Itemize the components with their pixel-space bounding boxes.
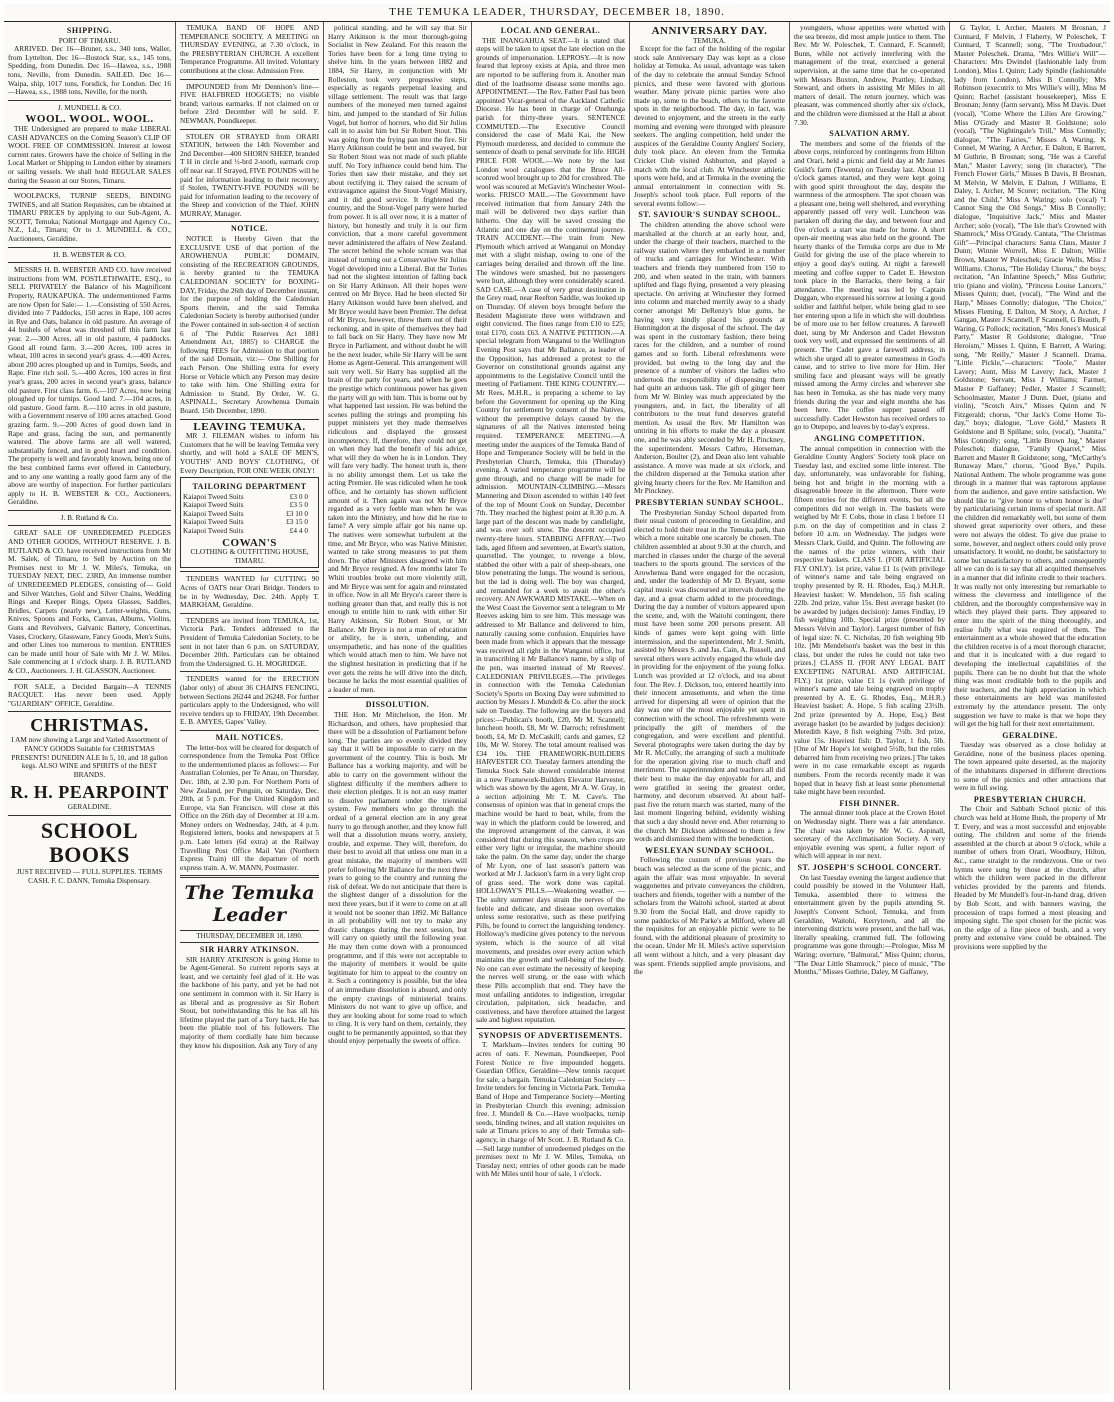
tailoring-item-name: Kaiapoi Tweed Suits bbox=[183, 508, 244, 518]
anniversary-text: Except for the fact of the holding of the regular stock sale Anniversary Day was kept as a close holiday at Temuka. As usual, advantage was taken of the day to celebrate the annual Sunday School picnics, and these were favored with glorious weather. Many private picnic parties were also made up, some to the beach, others to the favorite spots in the neighborhood. The day, in fact, was devoted to enjoyment, and the streets in the early morning and evening were thronged with pleasure seekers. The angling competition, held under the auspices of the Geraldine County Anglers' Society, duly took place. An eleven from the Temuka Cricket Club visited Ashburton, and played a match with the local club. At Winchester athletic sports were held, and at Temuka in the evening the annual entertainment in connection with St. Joseph's school took place. Full reports of the several events follow:— bbox=[634, 44, 785, 208]
cowan-subheading: CLOTHING & OUTFITTING HOUSE, TIMARU. bbox=[190, 547, 309, 565]
presbyterian-school-heading: PRESBYTERIAN SUNDAY SCHOOL. bbox=[635, 498, 784, 508]
cowan-heading: COWAN'S bbox=[222, 536, 277, 549]
tailoring-item-price: £4 4 0 bbox=[289, 526, 308, 536]
christmas-heading: CHRISTMAS. bbox=[30, 715, 149, 736]
notice-text: NOTICE is Hereby Given that the EXCLUSIVE USE of that portion of the AROWHENUA PUBLIC DOMAIN, consisting of the RECREATION GROUNDS, is hereby granted to the TEMUKA CALEDONIAN SOCIETY for BOXING-DAY, Friday, the 26th day of December instant, for the purpose of holding the Caledonian Sports therein, and the said Temuka Caledonian Society is hereby authorised (under the Power contained in sub-section 4 of section 6 of 'The Public Reserves Act 1881 Amendment Act, 1885') to CHARGE the following FEES for Admission to that portion of the said Domain, viz:— One Shilling for each Person. One Shilling extra for every Horse or Vehicle which any Person may desire to take with him. One Shilling extra for Admission to Stand. By Order, W. G. ASPINALL, Secretary Arowhenua Domain Board. 15th December, 1890. bbox=[180, 234, 319, 415]
paper-dateline: THURSDAY, DECEMBER 18, 1890. bbox=[180, 930, 319, 943]
salvation-army-heading: SALVATION ARMY. bbox=[829, 129, 910, 139]
christmas-text: I AM now showing a Large and Varied Assortment of FANCY GOODS Suitable for CHRISTMAS PRESENTS! DUNEDIN ALE In 5, 10, and 18 gallon kegs. ALSO WINE and SPIRITS of the BEST BRANDS. bbox=[11, 735, 168, 779]
dissolution-text: THE Hon. Mr Mitchelson, the Hon. Mr Richardson, and others, have prophesied that there will be a dissolution of Parliament before long. The parties are so evenly divided they say that it will be impossible to carry on the government of the country. This is bosh. Mr Ballance has a working majority, and will be able to carry on the government without the slightest difficulty if the members adhere to their election pledges. It is not an easy matter to dissolve parliament under the triennial system. Few members who go through the ordeal of a general election are in any great hurry to go through another, and they know full well that a dissolution means worry, anxiety, trouble, and expense. They will, therefore, do their best to avoid all that unless one man in a great mistake, the majority of members will prefer following Mr Ballance for the next three years to going to the country and running the risk of defeat. We do not anticipate that there is the slightest danger of a dissolution for the next three years, but if it were to come on at all it would not be sooner than 1892. Mr Ballance in all probability will not try to make any drastic changes during the next session, but will carry on quietly until the following year. He may then come down with a pronounced programme, and if this were not acceptable to the majority of members it would be quite legitimate for him to appeal to the country on it. Such a contingency is possible, but the idea of an immediate dissolution is absurd, and only the empty cravings of ministerial brains. Ministers do not want to give up office, and they are looking about for some road to which to cling. It is very hard on them, certainly, they ought to be permanently appointed, so that they should enjoy perpetually the sweets of office. bbox=[328, 709, 468, 1046]
presbyterian-school-text: The Presbyterian Sunday School departed from their usual custom of proceeding to Geraldine, and elected to hold their treat in the Temuka park, than which a more suitable one scarcely be chosen. The children assembled at about 9.30 at the church, and marched in classes under the charge of the several teachers to the sports ground. The services of the Arowhenua Band were engaged for the occasion, and, under the leadership of Mr D. Bryant, some capital music was discoursed at intervals during the day, and a great charm added to the proceedings. During the day a number of visitors appeared upon the scene, and, with the Waitohi contingent, there must have been some 200 persons present. All kinds of games were kept going with little intermission, and the superintendent, Mr J. Smith, assisted by Messrs S. and Jas. Cain, A. Russell, and several others were actively engaged the whole day in providing for the enjoyment of the young folks. Lunch was provided at 12 o'clock, and tea about four. The Rev. J. Dickson, too, entered heartily into their innocent amusements, and when the time arrived for dispersing all were of opinion that the day was one of the most enjoyable yet spent in connection with the school. The refreshments were principally the gift of members of the congregation, and were excellent and plentiful. Several photographs were taken during the day by Mr R. McCully, the arranging of such a multitude for the operation giving rise to much chaff and merriment. The superintendent and teachers all did their best to make the day enjoyable for all, and were gratified in seeing the greatest order, harmony, and decorum observed. At about half-past five the return march was started, many of the last moment lingering behind, evidently wishing that such a day should never end. After returning to the church Mr Dickson addressed to them a few words and dismissed them with the benediction. bbox=[634, 507, 785, 844]
webster-text: MESSRS H. B. WEBSTER AND CO. have received instructions from WM. POSTLETHWAITE, ESQ., to SELL PRIVATELY the Balance of his Magnificent Property, RAUKAPUKA. The undermentioned Farms are now Open for Sale:— 1.—Consisting of 550 Acres, divided into 7 Paddocks, 150 acres in Rape, 100 acres in Rye and Oats, balance in old pasture. An average of 44 bushels of wheat was threshed off this farm last year. 2.—300 Acres, all in old pasture, 4 paddocks. Good all round farm. 3.—200 Acres, 100 acres in wheat, 100 acres in second year's grass. 4.—400 Acres, about 200 acres ploughed up and in Turnips, Seeds, and Rape. Fine rich soil. 5.—400 Acres, 100 acres in first year's grass, 200 acres in second year's grass, balance old pasture. First class farm. 6.—107 Acres, now being ploughed up for turnips. Good land. 7.—104 acres, in old pasture. Good farm. 8.—110 acres in old pasture, with a Government reserve of 100 acres attached. Good grazing farm. 9.—200 Acres of good down land in Rape and grass, facing the sun, and permanently watered. The above farms are all well watered, substantially fenced, and in good heart and condition. The property is well and favorably known, being one of the best combined farms ever offered in Canterbury, and to any one wanting a really good farm any of the above are worthy of inspection. For further particulars apply to H. B. WEBSTER & CO., Auctioneers, Geraldine. bbox=[8, 265, 171, 507]
band-of-hope-text: TEMUKA BAND OF HOPE AND TEMPERANCE SOCIETY. A MEETING on THURSDAY EVENING, at 7.30 o'clock, in the PRESBYTERIAN CHURCH. A excellent Temperance Programme. All invited. Voluntary contributions at the close. Admission Free. bbox=[180, 23, 319, 75]
school-books-text: JUST RECEIVED — FULL SUPPLIES. TERMS CASH. F. C. DANN, Temuka Dispensary. bbox=[16, 866, 163, 885]
woolpacks-text: WOOLPACKS, TURNIP SEEDS, BINDING TWINES, and all Station Requisites, can be obtained at TIMARU PRICES by applying to our Sub-Agent, A. SCOTT, Temuka; National Mortgage and Agency Co., N.Z., Ld., Timaru; Or to J. MUNDELL & CO., Auctioneers, Geraldine. bbox=[8, 191, 171, 244]
masthead: THE TEMUKA LEADER, THURSDAY, DECEMBER 18, 1890. bbox=[4, 4, 1110, 22]
column-5 bbox=[630, 22, 790, 1390]
geraldine-heading: GERALDINE. bbox=[1002, 730, 1058, 740]
fish-dinner-text: The annual dinner took place at the Crown Hotel on Wednesday night. There was a fair attendance. The chair was taken by Mr W. G. Aspinall, secretary of the Acclimatisation Society. A very enjoyable evening was spent, a fuller report of which will appear in our next. bbox=[794, 808, 945, 861]
tailoring-item-name: Kaiapoi Tweed Suits bbox=[183, 500, 244, 510]
angling-text: The annual competition in connection with the Geraldine County Anglers' Society took place on Tuesday last, and excited some little interest. The day, unfortunately, was unfavorable for fishing, being hot and bright in the morning with a disagreeable breeze in the afternoon. There were fifteen entries for the different events, but all the competitors did not weigh in. The baskets were weighed by Mr F. Cobs, those in class 1 before 11 p.m. on the day of competition and in class 2 before 10 a.m. on Wednesday. The judges were Messrs Clark, Guild, and Quinn. The following are the names of the prize winners, with their respective baskets. CLASS I. (FOR ARTIFICIAL FLY ONLY). 1st prize, value £1 1s (with privilege of winner's name and tale being engraved on trophy presented by R. H. Rhodes, Esq.) M.H.R. Heaviest basket: W. Mendelson, 55 fish scaling 22lb. 2nd prize, value 15s. Best average basket (to be awarded by judges decision): James Findlay, 19 fish weighing 10lb. Special prize (presented by Messrs Velvin and Taylor). Largest number of fish of legal size: N. C. Nicholas, 20 fish weighing 9lb 10z. [Mr Mendelson's basket was the best in this class, but under the rules he could not take two prizes.] CLASS II. (FOR ANY LEGAL BAIT EXCEPTING NATURAL AND ARTIFICIAL FLY.) 1st prize, value £1 1s (with privilege of winner's name and tale being engraved on trophy presented by A. E. G. Rhodes, Esq., M.H.R.) Heaviest basket: A. Hope, 5 fish scaling 23½lb. 2nd prize (presented by A. Hope, Esq.) Best average basket (to be awarded by judges decision): Meredith Kaye, 8 fish weighing 7½lb. 3rd prize, value 15s. Heaviest fish: D. Taylor, 1 fish, 5lb. [One of Mr Hope's lot weighed 5½lb, but the rules debarred him from receiving two prizes.] The takes were in no case remarkable except as regards numbers. From the records recently made it was hoped that in heavy fish at least some phenomenal take might have been recorded. bbox=[794, 443, 945, 797]
synopsis-heading: SYNOPSIS OF ADVERTISEMENTS. bbox=[478, 1030, 623, 1040]
tailoring-item-name: Kaiapoi Tweed Suits bbox=[183, 491, 244, 501]
anniversary-subheading: TEMUKA. bbox=[692, 35, 727, 45]
st-josephs-heading: ST. JOSEPH'S SCHOOL CONCERT. bbox=[797, 863, 942, 872]
rutland-heading: J. B. Rutland & Co. bbox=[60, 512, 119, 522]
pearpoint-name: R. H. PEARPOINT bbox=[10, 782, 169, 803]
tailoring-item bbox=[183, 527, 316, 536]
atkinson-continued-text: political standing, and he will say that Sir Harry Atkinson is the most thorough-going Socialist in New Zealand. For this reason the Tories have been for a long time trying to shelve him. In the years between 1882 and 1884, Sir Harry, in conjunction with Mr Rolleston, took very progressive steps, especially as regards perpetual leasing and village settlement. The result was that large numbers of the moneyed men turned against him, and jumped to the standard of Sir Julius Vogel, but horror of horrors, who did Sir Julius call in to assist him but Sir Robert Stout. This was going from the frying pan into the fire. Sir Harry Atkinson could be bent and swayed, but Sir Robert Stout was not made of such pliable stuff. No Tory influence could bend him. The Tories then saw their mistake, and they set about rectifying it. They raised the scream of extravagance against the Stout-Vogel Ministry, and it did good service. It frightened the country, and the Stout-Vogel party were hurled from power. It is all over now, it is a matter of history, but honestly and truly it is our firm conviction, that a more careful government never administered the affairs of New Zealand. The secret behind the whole scream was that instead of turning out a Conservative Sir Julius Vogel developed into a Liberal. But the Tories had not the slightest intention of falling back on Sir Harry Atkinson. All their hopes were centred on Mr Bryce. Had he been elected Sir Harry Atkinson would have been shelved, and Mr Bryce would have been Premier. The defeat of Mr Bryce, however, threw them out of their reckoning, and in spite of themselves they had to fall back on Sir Harry. They have now Mr Bryce in Parliament, and without doubt he will be the next leader, while Sir Harry will be sent Home as Agent-General. This arrangement will suit very well. Sir Harry has supplied all the brain of the party for years, and when he goes the prestige which continuous power has given the party will go with him. This is borne out by what happened last session. He was behind the scenes pulling the strings and prompting his puppet ministers yet they made themselves ridiculous and displayed the grossest incompetency. If, therefore, they could not get on when they had the benefit of his advice, what will they do when he is in London. They will fare very badly. The honest truth is, there is no ability amongst them. Let us take the acting Premier. He was ridiculed when he took office, and he certainly has shown sufficient amount of it. Then again was not Mr Bryce regarded as a very feeble man when he was taken into the Ministry, and how did he rise to fame? A very simple affair got his name up. The natives were somewhat turbulent at the time, and Mr Bryce, who was Native Minister, wanted to take strong measures to put them down. The other Ministers disagreed with him and Mr Bryce resigned. A few months later Te Whiti troubles broke out more violently still, and Mr Bryce was sent for again and reinstated in office. Now in all Mr Bryce's career there is nothing greater than that, and really this is not enough to entitle him to rank with either Sir Harry Atkinson, Sir Robert Stout, or Mr Ballance. Mr Bryce is not a man of education or ability, he is stern, unbending, and unsympathetic, and has none of the qualities which would attach men to him. We have not the slightest hesitation in predicting that if he ever gets the reins he will drive into the ditch, because he lacks the most essential qualities of a leader of men. bbox=[328, 23, 467, 694]
local-general-heading: LOCAL AND GENERAL. bbox=[500, 26, 601, 35]
local-general-text: THE INANGAHUA SEAT.—It is stated that steps will be taken to upset the late election on the grounds of impersonation. LEPROSY.—It is now feared that leprosy exists at Apia, and three men are reported to be suffering from it. Another man died of the loathsome disease some months ago. APPOINTMENT.—The Rev. Father Paul has been appointed Vicar-general of the Auckland Catholic Diocese. He has been in charge of Onehunga parish for thirty-three years. SENTENCE COMMUTED.—The Executive Council considered the case of Mahi Kai, the New Plymouth murderess, and decided to commute the sentence of death to penal servitude for life. HIGH PRICE FOR WOOL.—We note by the last London wool catalogues that the Bruce All-sconred wool brought up to 20d for crossbred. The wool was scoured at McGavin's Winchester Wool-works. FRISCO MAIL.—The Government have received intimation that from January 24th the mail will be delivered two days earlier than hitherto. One day will be saved crossing the Atlantic and one day on the continental journey. TRAIN ACCIDENT.—The train from New Plymouth which arrived at Wanganui on Monday met with a slight mishap, owing to one of the carriages being derailed and thrown off the line. The windows were smashed, but no passengers were hurt, although they were considerably scared. SAD CASE.—A case of very great destitution in the Grey road, near Reefton Saddle, was looked up on Thursday. Of eleven boys brought before the Resident Magistrate three were withdrawn and eight convicted. The fines range from £10 to £25; total £170, costs £63. A NATIVE PETITION.—A special telegram from Wanganui to the Wellington Evening Post says that Mr Ballance, as leader of the Opposition, has addressed a protest to the Governor on constitutional grounds against any appointments to the Legislative Council until the meeting of Parliament. THE KING COUNTRY.—Mr Rees, M.H.R., is preparing a scheme to lay before the Government for opening up the King Country for settlement by consent of the Natives, without the preemptive delays caused by the signatures of all the Natives interested being required. TEMPERANCE MEETING.—A meeting under the auspices of the Temuka Band of Hope and Temperance Society will be held in the Presbyterian Church, Temuka, this (Thursday) evening. A varied temperance programme will be gone through, and no charge will be made for admission. MOUNTAIN-CLIMBING.—Messrs Mannering and Dixon ascended to within 140 feet of the top of Mount Cook on Sunday, December 7th. They reached the highest point at 8.30 p.m. A large part of the descent was made by candlelight, and was over soft snow. The descent occupied twenty-three hours. STABBING AFFRAY.—Two lads, aged fifteen and seventeen, at Ewart's station, quarrelled. The younger, to revenge a blow, stabbed the other with a pair of sheep-shears, one blow penetrating the lungs. The wound is serious, but the lad is doing well. The boy was charged, and remanded for a week to await the other's recovery. AN AWKWARD MISTAKE.—When on the West Coast the Governor sent a telegram to Mr Reeves asking him to see him. This message was addressed to Mr Ballance and delivered to him, naturally causing some confusion. Enquiries have been made from which it appears that the message was received all right in the Wanganui office, but in transcribing it Mr Ballance's name, by a slip of the pen, was inserted instead of Mr Reeves'. CALEDONIAN PRIVILEGES.—The privileges in connection with the Temuka Caledonian Society's Sports on Boxing Day were submitted to auction by Messrs J. Mundell & Co. after the stock sale on Tuesday. The following are the buyers and prices:—Publican's booth, £20, Mr M. Scannell; luncheon booth, £8, Mr W. Darroch; refreshment booth, £4, Mr D. McCaskill; cards and games, £2 10s, Mr W. Storey. The total amount realised was £34 10s. THE FRAMEWORK-BUILDERS HARVESTER CO. Tuesday farmers attending the Temuka Stock Sale showed considerable interest in a new Framework-Builders Elevator Harvester, which was shown by the agent, Mr A. W. Gray, in a section adjoining Mr T. M. Cave's. The consensus of opinion was that in general crops the machine would be hard to beat, while, from the way in which the platform could be lowered, and the improved arrangement of the canvas, it was considered that during this season, when crops are either very light or irregular, the machine should take the palm. On the same day, under the charge of Mr Lyon, one of last season's pattern was worked at Mr J. Jackson's farm in a very light crop of grass seed. The work done was capital. HOLLOWAY'S PILLS.—Weakening weather. —The sultry summer days strain the nerves of the feeble and delicate, and disease soon overtakes unless some restorative, such as these purifying Pills, be found to correct the languishing tendency. Holloway's medicine gives potency to the nervous system, which is the source of all vital movements, and presides over every action which maintains the growth and well-being of the body. No one can ever estimate the necessity of keeping the nerves well strung, or the ease with which these Pills accomplish that end. They have the most unfailing antidotes to indigestion, irregular circulation, palpitation, sick headache, and costiveness, and have therefore attained the largest sale and highest reputation. bbox=[476, 35, 625, 1025]
st-saviours-heading: ST. SAVIOUR'S SUNDAY SCHOOL. bbox=[638, 210, 781, 220]
salvation-army-text: The members and some of the friends of the above corps, reinforced by contingents from Hilton and Orari, held a picnic and field day at Mr James Guild's farm (Tewenta) on Tuesday last. About 11 o'clock games started, and they were kept going with good spirit throughout the day, despite the warmness of the atmosphere. The spot chosen was a pleasant one, being well sheltered, and everything apparently passed off very well. Luncheon was partaken off during the day, and between four and five o'clock a start was made for home. A short open-air meeting was also held on the ground. The hearty thanks of the Temuka corps are due to Mr Guild for giving the use of the place wherein to enjoy a good day's outing. At night a farewell meeting and coffee supper to Cadet E. Hewston took place in the Barracks, there being a fair attendance. The meeting was led by Captain Duggan, who expressed his sorrow at losing a good soldier and faithful helper, while being glad to see her entering upon a life in which she will doubtless be of more use to her fellow creatures. A farewell duet, sung by Mr Anderson and Cadet Hewston took very well, and expressed the sentiments of all present. The Cadet gave a farewell address, in which she urged all to greater earnestness in God's cause, and to strive to live more for Him. Her smiling face and pleasant ways will be greatly missed among the Army circles and wherever she has been in Temuka, as she has made very many friends during the year and eight months she has been here. The coffee supper passed off successfully. Cadet Hewston has received orders to go to Otepopo, and leaves by to-day's express. bbox=[794, 138, 945, 432]
tailoring-box bbox=[180, 477, 319, 568]
mail-notices-text: The letter-box will be cleared for despatch of correspondence from the Temuka Post Office to the undermentioned places as follows:— For Australian Colonies, per Te Anau, on Thursday, Dec. 18th, at 2.30 p.m. For Northern Ports of New Zealand, per Penguin, on Saturday, Dec. 20th, at 5 p.m. For the United Kingdom and Europe, via San Francisco, will close at this Office on the 26th day of December at 10 a.m. Money orders on Wednesday, 24th, at 4 p.m. Registered letters, books and newspapers at 5 p.m. Late letters (6d extra) at the Railway Travelling Post Office Mail Van (Northern Express Train) till the departure of north express train. A. W. MANN, Postmaster. bbox=[180, 742, 319, 872]
paper-nameplate: The Temuka Leader bbox=[184, 882, 315, 927]
wesleyan-text: Following the custom of previous years the beach was selected as the scene of the picnic, and again the affair was most enjoyable. In several waggonettes and private conveyances the children, teachers and friends, together with a number of the scholars from the Waitohi school, started at about 9.30 from the Social Hall, and drove rapidly to some paddocks of Mr Parke's at Milford, where all the requisites for an enjoyable picnic were to be found, with the additional pleasure of proximity to the ocean. Under Mr H. Miles's active supervision all went without a hitch, and a very pleasant day was spent. Friends supplied ample provisions, and the bbox=[634, 855, 785, 977]
school-books-heading: SCHOOL BOOKS bbox=[40, 817, 139, 867]
st-josephs-text: On last Tuesday evening the largest audience that could possibly be stowed in the Volunteer Hall, Temuka, assembled there to witness the entertainment given by the pupils attending St. Joseph's Convent School, Temuka, and from Geraldine, Waitohi, Kerrytown, and all the intervening districts were present, and the hall was, literally speaking, crammed full. The following programme was gone through:—Prologue, Miss M Waring; overture, "Balmoral," Miss Quinn; chorus, "The Dear Little Shamrock," piece of music, "The Months," Misses Guthrie, Daley, M Gaffaney, bbox=[794, 872, 945, 977]
columns bbox=[4, 22, 1110, 1390]
geraldine-text: Tuesday was observed as a close holiday at Geraldine, none of the business places opening. The town appeared quite deserted, as the majority of the inhabitants dispersed in different directions to some of the picnics and other attractions that were in full swing. bbox=[954, 740, 1106, 793]
fish-dinner-heading: FISH DINNER. bbox=[839, 798, 900, 808]
atkinson-text: SIR HARRY ATKINSON is going Home to be Agent-General. So current reports says at least, and we certainly feel glad of it. He was the backbone of his party, and yet he had not one sentiment in common with it. Sir Harry is as liberal and as progressive as Sir Robert Stout, but notwithstanding this he has all his lifetime played the part of a Tory hack. He has been the pliable tool of his followers. The majority of them cordially hate him because they know his disposition. Ask any Tory of any bbox=[180, 954, 319, 1050]
tailoring-item-name: Kaiapoi Tweed Suits bbox=[183, 517, 244, 527]
wool-heading: WOOL. WOOL. WOOL. bbox=[25, 113, 154, 126]
notice-heading: NOTICE. bbox=[230, 224, 269, 234]
tailoring-heading: TAILORING DEPARTMENT bbox=[192, 482, 307, 492]
tailoring-item-price: £3 15 0 bbox=[286, 517, 308, 527]
stolen-text: STOLEN OR STRAYED from ORARI STATION, between the 14th November and 2nd December—400 SHORN SHEEP, branded T H in circle and ½-brd 2-tooth, earmark crop off near ear. If Strayed, FIVE POUNDS will be paid for information leading to their recovery; if Stolen, TWENTY-FIVE POUNDS will be paid for information leading to the recovery of the Sheep and conviction of the Thief. JOHN MURRAY, Manager. bbox=[180, 131, 319, 218]
anniversary-heading: ANNIVERSARY DAY. bbox=[651, 25, 768, 37]
wesleyan-heading: WESLEYAN SUNDAY SCHOOL. bbox=[644, 845, 775, 855]
column-6 bbox=[790, 22, 950, 1390]
leaving-heading: LEAVING TEMUKA. bbox=[193, 420, 306, 433]
tailoring-item-price: £3 5 0 bbox=[289, 500, 308, 510]
pearpoint-town: GERALDINE. bbox=[67, 802, 112, 812]
presbyterian-church-heading: PRESBYTERIAN CHURCH. bbox=[973, 794, 1087, 804]
newspaper-page bbox=[4, 4, 1110, 1394]
tailoring-price-list bbox=[183, 493, 316, 536]
mundell-heading: J. MUNDELL & CO. bbox=[57, 102, 122, 112]
rutland-text: GREAT SALE OF UNREDEEMED PLEDGES AND OTHER GOODS, WITHOUT RESERVE. J. B. RUTLAND & CO. have received instructions from Mr M. Salek, of Timaru, to Sell by Auction on the Premises next to Mr J. W. Miles's, Temuka, on TUESDAY NEXT, DEC. 23RD, An immense number of UNREDEEMED PLEDGES, consisting of— Gold and Silver Watches, Gold and Silver Chains, Wedding Rings and Keeper Rings, Opera Glasses, Saddles, Bridles, Carpets (nearly new), Letter-weights, Guns, Knives, Spoons and Forks, Canvas, Albums, Violins, Guns and Revolvers, Galvanic Battery, Concertinas, Vases, Crockery, Glassware, Fancy Goods, Men's Suits, and other Lines too numerous to mention. ENTRIES can be made until hour of Sale with Mr J. W. Miles. Sale commencing at 1 o'clock sharp. J. B. RUTLAND & CO., Auctioneers. J. H. GLASSON, Auctioneer. bbox=[8, 528, 171, 675]
synopsis-text: T. Markham—Invites tenders for cutting 90 acres of oats. F. Newman, Poundkeeper, Pool Forest Notice re five impounded hoggets. Guardian Office, Geraldine—New tennis racquet for sale, a bargain. Temuka Caledonian Society — Invite tenders for fencing in Victoria Park. Temuka Band of Hope and Temperance Society—Meeting in Presbyterian Church this evening; admission free. J. Mundell & Co.—Have woolpacks, turnip seeds, binding twines, and all station requisites on sale at Timaru prices to any of their Temuka sub-agency, in charge of Mr Scott. J. B. Rutland & Co.—Sell large number of unredeemed pledges on the premises next to Mr J. W. Miles, Temuka, on Tuesday next; entries of other goods can be made with Mr Miles until hour of sale, 1 o'clock. bbox=[476, 1040, 625, 1179]
impounded-text: IMPOUNDED from Mr Dennison's line—FIVE HALFBRED HOGGETS; no visible brand; various earmarks. If not claimed on or before 23rd December will be sold. F. NEWMAN, Poundkeeper. bbox=[180, 81, 319, 125]
column-7 bbox=[950, 22, 1110, 1390]
shipping-text: ARRIVED. Dec 16—Bruner, s.s., 340 tons, Waller, from Lyttelton. Dec 16—Bostock Star, s.s., 145 tons, Spedding, from Dunedin. Dec 16—Hawea, s.s., 1988 tons, Neville, from Dunedin. SAILED. Dec 16—Waipa, ship, 1017 tons, Forsdick, for London. Dec 16—Hawea, s.s., 1988 tons, Neville, for the north. bbox=[8, 44, 171, 97]
column-4 bbox=[472, 22, 630, 1390]
webster-heading: H. B. WEBSTER & CO. bbox=[53, 249, 126, 259]
column-1 bbox=[4, 22, 176, 1390]
wesleyan-continued-text: youngsters, whose appetites were whetted with the sea breeze, did most ample justice to them. The Rev. Mr W. Poleschek, T. Cunnard, F. Scannell; Bunn, while not actively interfering with the management of the treat, exercised a general supervision, at the same time that he co-operated with Messrs Buxton, Andrew, Prattley, Lindsay, Steward, and others in assisting Mr Miles in all matters of detail. The return journey, which was pleasant, was commenced shortly after six o'clock, and the children were dismissed at the Hall at about 7.30. bbox=[794, 23, 945, 127]
column-2 bbox=[176, 22, 324, 1390]
tenders-caledonian-text: TENDERS are invited from TEMUKA, 1st, Victoria Park. Tenders addressed to the President of Temuka Caledonian Society, to be sent in not later than 6 p.m. on SATURDAY, December 20th. Particulars can be obtained from the Undersigned. G. H. MOGRIDGE. bbox=[180, 615, 319, 668]
shipping-subheading: PORT OF TIMARU. bbox=[58, 35, 121, 45]
shipping-heading: SHIPPING. bbox=[66, 26, 113, 35]
dissolution-heading: DISSOLUTION. bbox=[365, 700, 430, 710]
concert-continued-text: G Taylor, L Archer, Masters M Brosnan, J Cunnard, F Melvin, J Flaherty, W Poleschek, T Cunnard, T Scannell; song, "The Troubadour," Master Poleschek. Drama, "Mrs Willie's Will"—Characters: Mrs Dwindel (fashionable lady from London), Miss L Quinn; Lady Spindle (fashionable lady from London), Miss B Connolly; Mrs Robinson (executrix to Mrs Willie's will), Miss M Quinn; Rachel (assistant housekeeper), Miss E Brosnan; Jenny (farm servant), Miss M Davis. Duet (vocal), "Come Where the Lilies Are Growing," Miss O'Grady and Master R Goldstone; solo (vocal), "The Nightingale's Trill," Miss Connolly; dialogue, "The Fairies," Misses A Waring, K Connel, M Waring, A Archer, E Dalton, E Barrett, M Guthrie, B Brosnan; song, "He was a Careful Man," Master Lavery; song (in character), "The French Flower Girls," Misses B Davis, B Brosnan, M Melvin, W Melvin, E Dalton, J Williams, E Daley, L Archer, M Scorer; recitation, "The King and the Child," Miss A Waring; solo (vocal) "I Cannot Sing the Old Songs," Miss B Connolly; dialogue, "Inquisitive Jack," Miss and Master Archer; solo (vocal), "The Isle that's Crowned with Shamrock," Miss O'Grady. Cantata, "The Christmas Gift"—Principal characters: Santa Claus, Master J Dunn; Winnie Worrell, Miss E Dalton; Willie Brown, Master W Poleschek; Gracie Wells, Miss J Williams. Chorus, "The Holiday Chorus," the boys; recitation, "An Infantine Speech," Miss Guthrie; trio (piano and violin), "Princess Louise Lancers," Misses Quinn; duet, (vocal), "The Wind and the Harp," Misses Connolly; dialogue, "The Choice," Misses Fleming, E Dalton, M Story, A Archer, J Gangan, Master J Scannell, F Scannell, G Beauth, F Waring, G Pollock; recitation, "Mrs Jones's Musical Party," Master R Goldstone; dialogue, "True Heroism," Misses L Quinn, E Barrett, A Waring; song, "Mr Reilly," Master J Scannell. Drama, "Little Pickle,"—characters: "Toole," Master Lavery; Aunt, Miss M Lavery; Jack, Master J Goldstone; Servant, Miss J Williams; Farmer, Master P Gaffaney; Pedler, Master J Scannell; Schoolmaster, Master J Dunn. Duet, (piano and violin), "Scotch Airs," Misses Quinn and N Fitzgerald; chorus, "Our Jack's Come Home To-day," boys; dialogue, "Love Gold," Masters R Goldstone and B Spillane; solo, (vocal), "Juanita," Miss Connolly; song, "Little Brown Jug," Master Poleschek; dialogue, "Family Quarrel," Miss Barrett and Master R Goldstone; song, "McCarthy's Runaway Mare," chorus, "Good Bye," Pupils. National Anthem. The whole programme was gone through in a manner that was rapturous applause from the audience, and gave entire satisfaction. We should like to "give honor to whom honor is due" by particularising certain items of special merit. All the children did remarkably well, but some of them showed great superiority over others, and these were not always the oldest. To give due praise to some, however, and neglect others could only prove unsatisfactory. It would, no doubt, be satisfactory to some but unsatisfactory to others, and consequently all we can do is to say that all acquitted themselves in a manner that did infinite credit to their teachers. It was really not only interesting but remarkable to witness the cleverness and intelligence of the children, and the thoroughly comprehensive way in which they played their parts. They appeared to enter into the spirit of the thing thoroughly, and realise fully what was required of them. The entertainment as a whole showed that the education the children receive is of a most thorough character, and that it is inculcated with a due regard to developing the intellectual capabilities of the pupils. There can be no doubt but that the whole thing was most creditable both to the pupils and their teachers, and the high appreciation in which these entertainments are held was manifested extremely by the attendance present. The only suggestion we have to make is that we hope they will get the big hall for their next entertainment. bbox=[954, 23, 1106, 729]
st-saviours-text: The children attending the above school were marshalled at the church at an early hour, and, under the charge of their teachers, marched to the railway station where they embarked in a number of trucks and carriages for Winchester. With teachers and friends they numbered from 150 to 200, and when seated in the train, with banners uplifted and flags flying, presented a very pleasing spectacle. On arriving at Winchester they formed into column and marched merrily away to a shady corner amongst Mr DeRenzy's blue gums, he having very kindly placed his grounds at Hunningdon at the disposal of the school. The day was spent in the customary fashion, there being races for the children, and a number of round games and so forth. Liberal refreshments were provided, but owing to the long day and the presence of a number of visitors the ladies who undertook the responsibility of dispensing them had quite an arduous task. The gift of ginger beer from Mr W. Binley was much appreciated by the youngsters, and, in fact, the liberality of all contributors to the treat fund deserves grateful mention. As usual the Rev. Mr Hamilton was untiring in his efforts to make the day a pleasant one, and he was ably seconded by Mr H. Pinckney, the superintendent. Messrs Cathro, Horseman, Anderson, Boulter (2), and Dean also lent valuable assistance. A move was made at six o'clock, and the children dispersed at the Temuka station after giving hearty cheers for the Rev. Mr Hamilton and Mr Pinckney. bbox=[634, 220, 785, 496]
leaving-text: MR J. FILEMAN wishes to inform his Customers that he will be leaving Temuka very shortly, and will hold a SALE OF MEN'S, YOUTHS' AND BOYS' CLOTHING, Of Every Description, FOR ONE WEEK ONLY! bbox=[180, 431, 319, 475]
atkinson-heading: SIR HARRY ATKINSON. bbox=[199, 945, 300, 955]
wool-text: THE Undersigned are prepared to make LIBERAL CASH ADVANCES on the Coming Season's CLIP OF WOOL FREE OF COMMISSION. Interest at lowest current rates. Growers have the choice of Selling in the Local Market or Shipping to London either by steamers or sailing vessels. We shall hold REGULAR SALES during the Season at our Stores, Timaru. bbox=[8, 123, 171, 185]
tailoring-item-name: Kaiapoi Tweed Suits bbox=[183, 526, 244, 536]
tailoring-item-price: £3 10 0 bbox=[286, 508, 308, 518]
presbyterian-church-text: The Choir and Sabbath School picnic of this church was held at Home Bush, the property of Mr T. Every, and was a most successful and enjoyable outing. The children and some of the friends assembled at the church at about 9 o'clock, while a number of others from Orari, Woodbury, Hilton, &c., came straight to the rendezvous. One or two hymns were sung by those at the church, after which the children were packed in the different vehicles provided by the parents and friends. Headed by Mr Mundell's four-in-hand drag, driven by Bob Scott, and with banners waving, the procession of traps formed a most pleasing and imposing sight. The spot chosen for the picnic was on the edge of a fine piece of bush, and a very pretty and extensive view could be obtained. The provisions were supplied by the bbox=[954, 804, 1106, 951]
column-3 bbox=[324, 22, 472, 1390]
tenders-oats-text: TENDERS WANTED for CUTTING 90 Acres of OATS near Orari Bridge. Tenders to be in by Wednesday, Dec. 24th. Apply T. MARKHAM, Geraldine. bbox=[180, 574, 319, 610]
sale-text: FOR SALE, a Decided Bargain—A TENNIS RACQUET. Has never been used. Apply "GUARDIAN" OFFICE, Geraldine. bbox=[8, 681, 171, 708]
tenders-fencing-text: TENDERS wanted for the ERECTION (labor only) of about 36 CHAINS FENCING, between Sections 26244 and 26248. For further particulars apply to the Undersigned, who will receive tenders up to FRIDAY, 19th December. E. B. AMYES, Gapes' Valley. bbox=[180, 674, 319, 727]
tailoring-item-price: £3 0 0 bbox=[289, 491, 308, 501]
mail-notices-heading: MAIL NOTICES. bbox=[215, 732, 284, 742]
angling-heading: ANGLING COMPETITION. bbox=[814, 433, 925, 443]
